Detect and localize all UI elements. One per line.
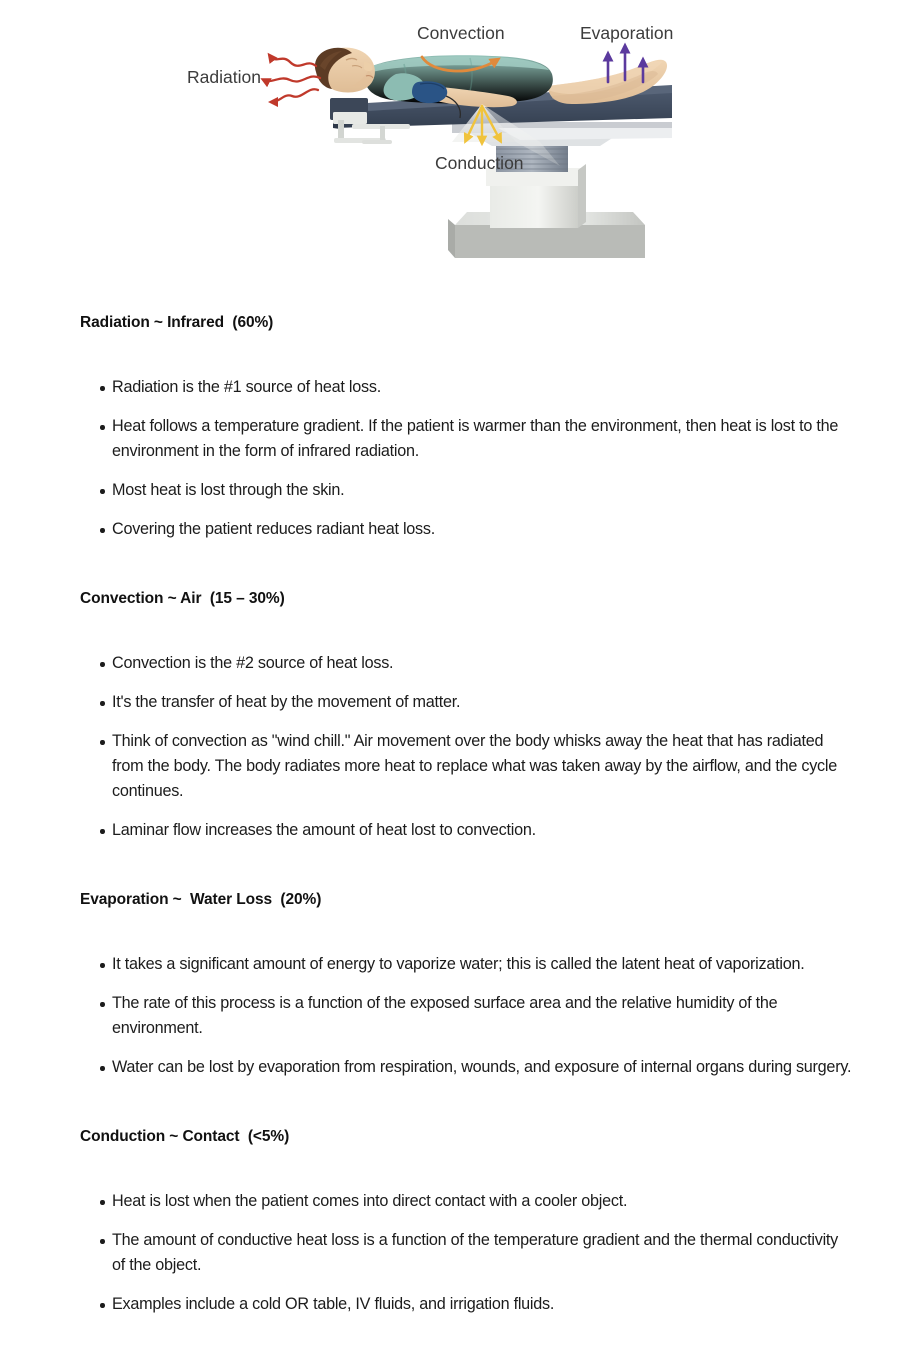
spacer-section (0, 1080, 924, 1127)
list-item: It's the transfer of heat by the movement of matter. (0, 690, 924, 715)
list-item: The rate of this process is a function of the exposed surface area and the relative humidity of the environment. (0, 991, 924, 1041)
label-conduction: Conduction (435, 153, 524, 173)
list-item: Convection is the #2 source of heat loss. (0, 651, 924, 676)
label-radiation: Radiation (187, 67, 261, 87)
list-item: Heat is lost when the patient comes into direct contact with a cooler object. (0, 1189, 924, 1214)
spacer-section (0, 542, 924, 589)
section-conduction (0, 1127, 924, 1317)
spacer (0, 804, 924, 818)
list-item: Laminar flow increases the amount of heat lost to convection. (0, 818, 924, 843)
heading-evaporation: Evaporation ~ Water Loss (20%) (80, 891, 322, 908)
spacer (0, 464, 924, 478)
list-item: Radiation is the #1 source of heat loss. (0, 375, 924, 400)
list-item: Heat follows a temperature gradient. If the patient is warmer than the environment, then heat is lost to the environment in the form of infrared radiation. (0, 414, 924, 464)
spacer (0, 503, 924, 517)
radiation-arrows (264, 56, 320, 102)
heading-radiation: Radiation ~ Infrared (60%) (80, 314, 274, 331)
or-table-pedestal (486, 164, 586, 228)
bullet-list-radiation (0, 375, 924, 542)
section-convection (0, 589, 924, 843)
bullet-list-convection (0, 651, 924, 843)
spacer (0, 715, 924, 729)
section-evaporation (0, 890, 924, 1080)
spacer (0, 400, 924, 414)
heading-conduction: Conduction ~ Contact (<5%) (80, 1128, 290, 1145)
section-radiation (0, 313, 924, 542)
heat-loss-illustration (0, 0, 924, 285)
list-item: Think of convection as "wind chill." Air movement over the body whisks away the heat that has radiated from the body. The body radiates more heat to replace what was taken away by the airflow, and the cycle continues. (0, 729, 924, 804)
list-item: The amount of conductive heat loss is a function of the temperature gradient and the thermal conductivity of the object. (0, 1228, 924, 1278)
bullet-list-evaporation (0, 952, 924, 1080)
label-convection: Convection (417, 23, 505, 43)
spacer (0, 977, 924, 991)
list-item: Most heat is lost through the skin. (0, 478, 924, 503)
heat-loss-diagram (0, 0, 924, 285)
heading-convection: Convection ~ Air (15 – 30%) (80, 590, 285, 607)
label-evaporation: Evaporation (580, 23, 674, 43)
article-body (0, 285, 924, 1317)
list-item: Water can be lost by evaporation from respiration, wounds, and exposure of internal organs during surgery. (0, 1055, 924, 1080)
bullet-list-conduction (0, 1189, 924, 1317)
spacer (0, 1278, 924, 1292)
spacer-top (0, 285, 924, 313)
spacer-section (0, 843, 924, 890)
spacer (0, 1041, 924, 1055)
spacer (0, 676, 924, 690)
list-item: It takes a significant amount of energy to vaporize water; this is called the latent heat of vaporization. (0, 952, 924, 977)
spacer (0, 1214, 924, 1228)
list-item: Covering the patient reduces radiant heat loss. (0, 517, 924, 542)
list-item: Examples include a cold OR table, IV fluids, and irrigation fluids. (0, 1292, 924, 1317)
